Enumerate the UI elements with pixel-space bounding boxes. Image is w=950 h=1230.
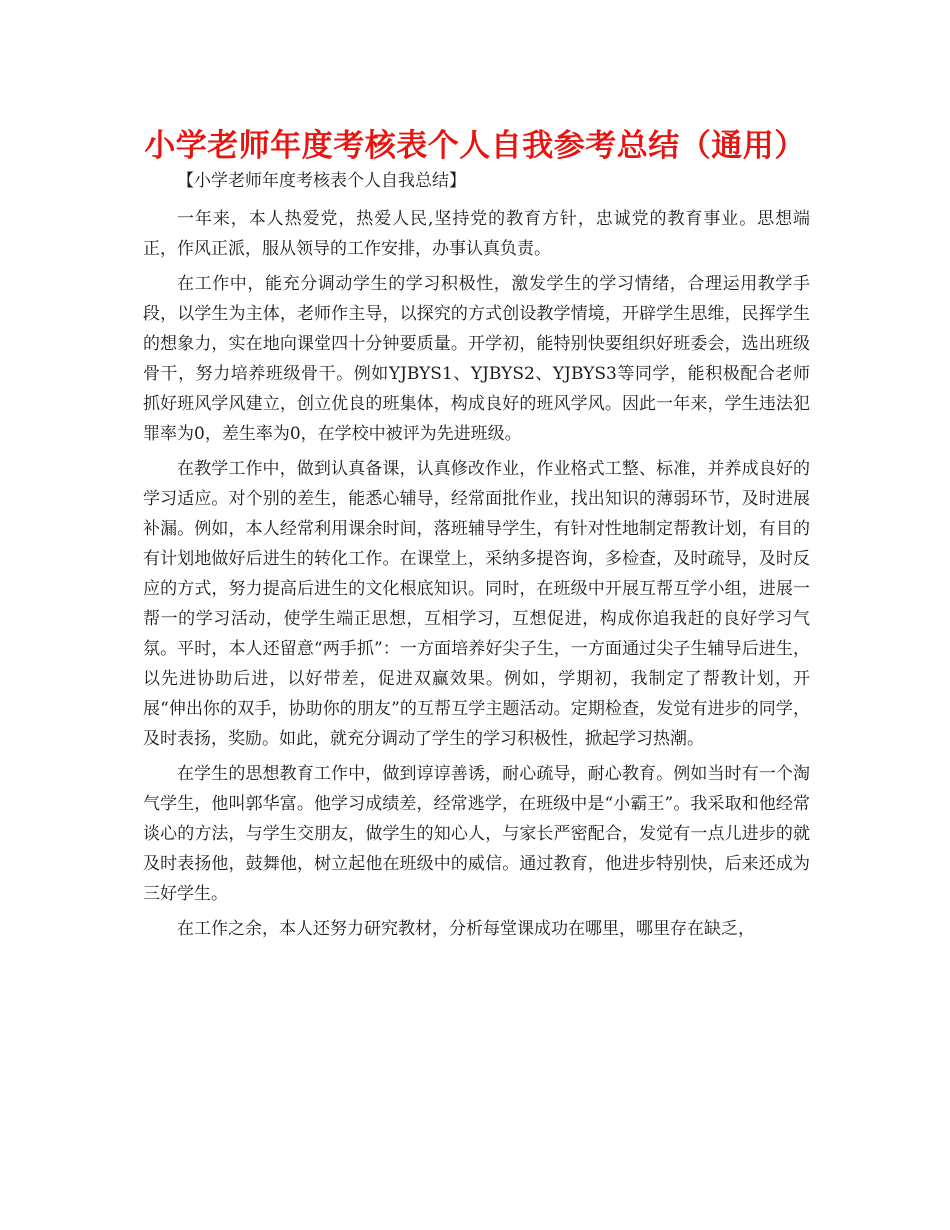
document-title: 小学老师年度考核表个人自我参考总结（通用） — [144, 128, 806, 164]
paragraph-5: 在工作之余，本人还努力研究教材，分析每堂课成功在哪里，哪里存在缺乏， — [177, 919, 755, 939]
paragraph-4: 在学生的思想教育工作中，做到谆谆善诱，耐心疏导，耐心教育。例如当时有一个淘气学生，他叫郭华富。他学习成绩差，经常逃学，在班级中是“小霸王”。我采取和他经常谈心的方法，与学生交朋友，做学生的知心人，与家长严密配合，发觉有一点儿进步的就及时表扬他，鼓舞他，树立起他在班级中的威信。通过教育，他进步特别快，后来还成为三好学生。 — [143, 764, 810, 904]
document-body — [143, 166, 810, 944]
paragraph-2: 在工作中，能充分调动学生的学习积极性，激发学生的学习情绪，合理运用教学手段，以学生为主体，老师作主导，以探究的方式创设教学情境，开辟学生思维，民挥学生的想象力，实在地向课堂四十分钟要质量。开学初，能特别快要组织好班委会，选出班级骨干，努力培养班级骨干。例如YJBYS1、YJBYS2、YJBYS3等同学，能积极配合老师抓好班风学风建立，创立优良的班集体，构成良好的班风学风。因此一年来，学生违法犯罪率为0，差生率为0，在学校中被评为先进班级。 — [143, 274, 810, 444]
paragraph-3: 在教学工作中，做到认真备课，认真修改作业，作业格式工整、标准，并养成良好的学习适应。对个别的差生，能悉心辅导，经常面批作业，找出知识的薄弱环节，及时进展补漏。例如，本人经常利用课余时间，落班辅导学生，有针对性地制定帮教计划，有目的有计划地做好后进生的转化工作。在课堂上，采纳多提咨询，多检查，及时疏导，及时反应的方式，努力提高后进生的文化根底知识。同时，在班级中开展互帮互学小组，进展一帮一的学习活动，使学生端正思想，互相学习，互想促进，构成你追我赶的良好学习气氛。平时，本人还留意“两手抓”：一方面培养好尖子生，一方面通过尖子生辅导后进生，以先进协助后进，以好带差，促进双赢效果。例如，学期初，我制定了帮教计划，开展“伸出你的双手，协助你的朋友”的互帮互学主题活动。定期检查，发觉有进步的同学，及时表扬，奖励。如此，就充分调动了学生的学习积极性，掀起学习热潮。 — [143, 459, 810, 749]
paragraph-1: 一年来，本人热爱党，热爱人民,坚持党的教育方针，忠诚党的教育事业。思想端正，作风正派，服从领导的工作安排，办事认真负责。 — [143, 209, 810, 259]
document-subtitle: 【小学老师年度考核表个人自我总结】 — [177, 171, 466, 191]
